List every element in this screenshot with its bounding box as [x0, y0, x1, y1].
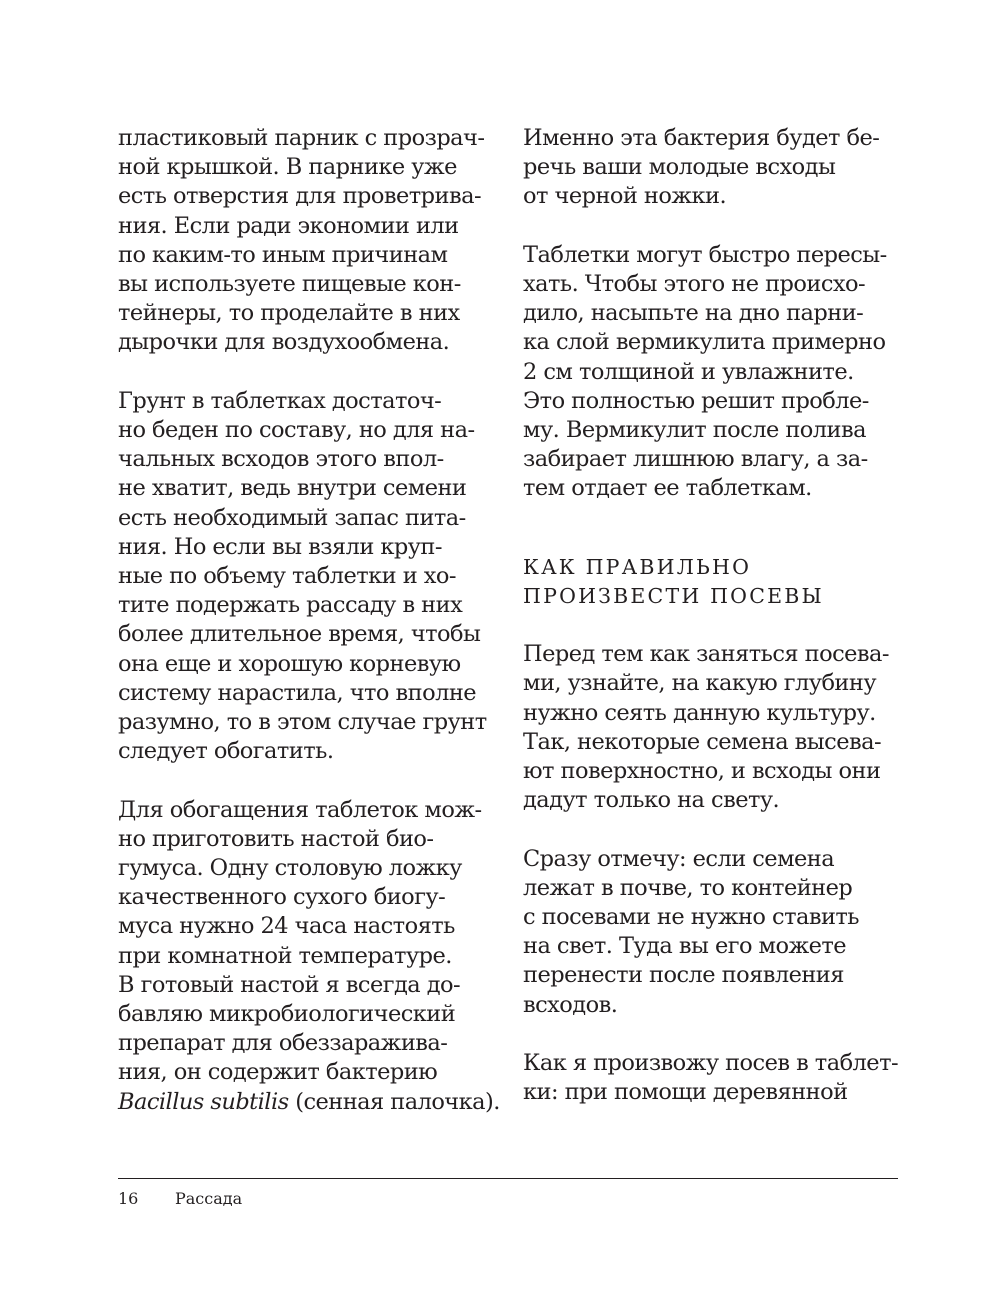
text-line: Для обогащения таблеток мож-	[118, 796, 482, 823]
text-line: речь ваши молодые всходы	[523, 154, 836, 181]
text-line: более длительное время, чтобы	[118, 621, 481, 648]
text-line: тите подержать рассаду в них	[118, 592, 463, 619]
text-line: дило, насыпьте на дно парни-	[523, 300, 864, 327]
paragraph	[523, 640, 913, 815]
paragraph-spacer	[118, 766, 508, 795]
paragraph-spacer	[523, 611, 913, 641]
text-line: ют поверхностно, и всходы они	[523, 757, 881, 784]
text-line: гумуса. Одну столовую ложку	[118, 855, 462, 882]
text-line: му. Вермикулит после полива	[523, 417, 866, 444]
text-line: бавляю микробиологический	[118, 1001, 456, 1028]
text-line: чальных всходов этого впол-	[118, 446, 444, 473]
text-line: перенести после появления	[523, 962, 844, 989]
paragraph	[118, 796, 508, 1117]
text-line: В готовый настой я всегда до-	[118, 971, 461, 998]
text-line: 2 см толщиной и увлажните.	[523, 358, 854, 385]
text-line: дырочки для воздухообмена.	[118, 329, 450, 356]
text-fragment: (сенная палочка).	[288, 1088, 500, 1115]
text-line: ки: при помощи деревянной	[523, 1079, 848, 1106]
text-line: не хватит, ведь внутри семени	[118, 475, 467, 502]
text-line: по каким-то иным причинам	[118, 241, 448, 268]
running-title: Рассада	[175, 1189, 243, 1208]
text-line: но беден по составу, но для на-	[118, 417, 475, 444]
text-line: нужно сеять данную культуру.	[523, 699, 876, 726]
text-line: ной крышкой. В парнике уже	[118, 154, 457, 181]
text-line: лежат в почве, то контейнер	[523, 874, 853, 901]
paragraph	[523, 124, 913, 212]
paragraph	[523, 1049, 913, 1107]
text-line: ния. Но если вы взяли круп-	[118, 533, 442, 560]
text-line: есть отверстия для проветрива-	[118, 183, 481, 210]
text-line: муса нужно 24 часа настоять	[118, 913, 455, 940]
text-line	[118, 1088, 500, 1117]
text-line: ка слой вермикулита примерно	[523, 329, 886, 356]
text-line: с посевами не нужно ставить	[523, 903, 860, 930]
text-line: Это полностью решит пробле-	[523, 387, 869, 414]
text-line: разумно, то в этом случае грунт	[118, 709, 487, 736]
text-line: ния, он содержит бактерию	[118, 1059, 438, 1086]
text-line: тем отдает ее таблеткам.	[523, 475, 812, 502]
text-line: ные по объему таблетки и хо-	[118, 563, 456, 590]
text-line: Как я произвожу посев в таблет-	[523, 1049, 899, 1076]
text-line: качественного сухого биогу-	[118, 884, 446, 911]
text-line: Сразу отмечу: если семена	[523, 845, 835, 872]
paragraph	[118, 387, 508, 767]
heading-line: ПРОИЗВЕСТИ ПОСЕВЫ	[523, 583, 824, 608]
paragraph-spacer	[523, 212, 913, 241]
text-line: от черной ножки.	[523, 183, 727, 210]
left-column	[118, 124, 508, 1117]
text-line: она еще и хорошую корневую	[118, 650, 461, 677]
text-line: дадут только на свету.	[523, 787, 780, 814]
text-line: Именно эта бактерия будет бе-	[523, 125, 880, 151]
paragraph	[523, 241, 913, 504]
text-line: препарат для обеззаражива-	[118, 1030, 448, 1057]
paragraph-spacer	[523, 1020, 913, 1049]
paragraph	[118, 124, 508, 358]
text-line: хать. Чтобы этого не происхо-	[523, 271, 866, 297]
text-line: следует обогатить.	[118, 738, 334, 765]
text-line: пластиковый парник с прозрач-	[118, 125, 485, 151]
text-line: при комнатной температуре.	[118, 942, 452, 969]
text-line: вы используете пищевые кон-	[118, 271, 461, 298]
text-line: ния. Если ради экономии или	[118, 212, 459, 239]
text-line: всходов.	[523, 991, 618, 1018]
text-line: Таблетки могут быстро пересы-	[523, 241, 887, 268]
text-line: систему нарастила, что вполне	[118, 679, 477, 706]
footer-rule	[118, 1178, 898, 1179]
text-line: ми, узнайте, на какую глубину	[523, 670, 877, 697]
right-column	[523, 124, 913, 1107]
paragraph-spacer	[523, 504, 913, 553]
paragraph	[523, 845, 913, 1020]
section-heading	[523, 553, 913, 611]
page-footer	[118, 1189, 242, 1209]
text-line: Так, некоторые семена высева-	[523, 728, 882, 755]
text-line: тейнеры, то проделайте в них	[118, 300, 460, 327]
species-name: Bacillus subtilis	[118, 1088, 289, 1115]
heading-line: КАК ПРАВИЛЬНО	[523, 554, 752, 579]
text-line: но приготовить настой био-	[118, 825, 434, 852]
text-line: есть необходимый запас пита-	[118, 504, 466, 531]
text-line: на свет. Туда вы его можете	[523, 933, 847, 960]
page-number: 16	[118, 1189, 139, 1208]
text-line: Перед тем как заняться посева-	[523, 641, 889, 668]
paragraph-spacer	[523, 815, 913, 844]
paragraph-spacer	[118, 358, 508, 387]
text-line: забирает лишнюю влагу, а за-	[523, 446, 868, 473]
text-line: Грунт в таблетках достаточ-	[118, 387, 442, 414]
